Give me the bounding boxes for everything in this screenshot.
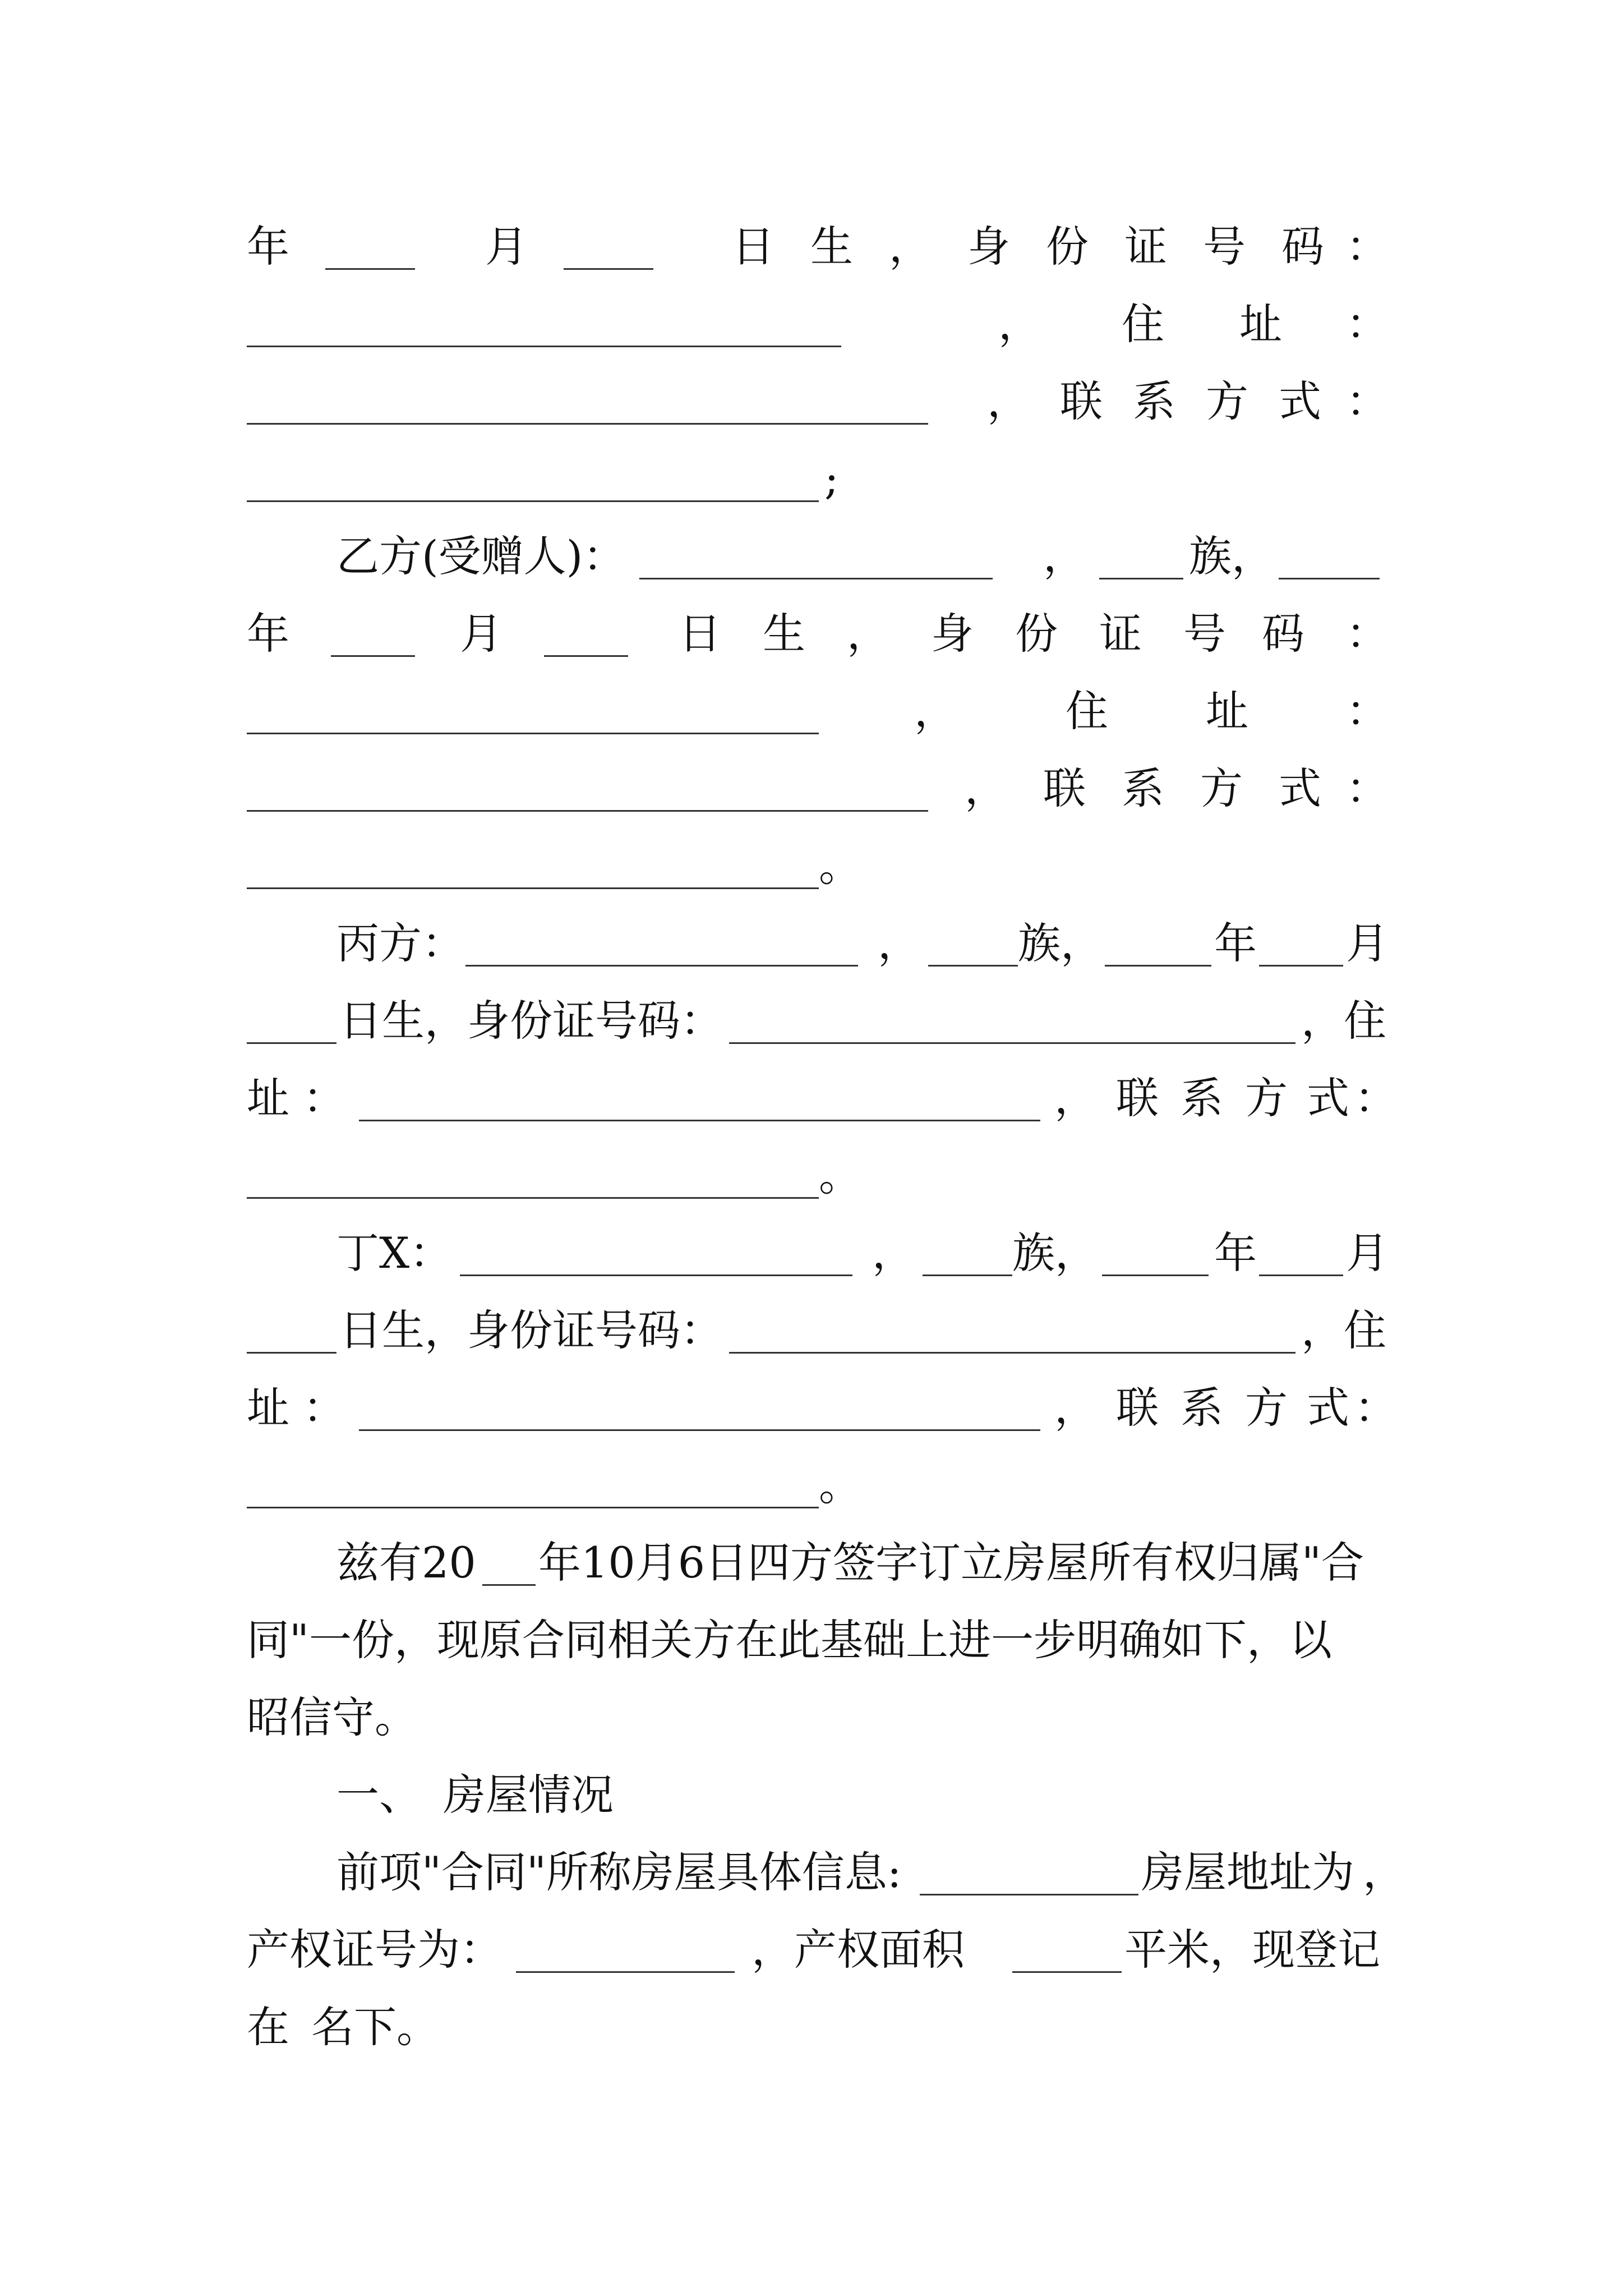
text: 方 <box>1200 763 1243 813</box>
text: 日 <box>679 609 721 659</box>
text: 系 <box>1133 376 1175 426</box>
donee-address-line <box>247 678 1389 745</box>
text: 联 <box>1043 763 1086 813</box>
text: 年 <box>247 222 289 272</box>
text: 住 <box>1066 686 1108 736</box>
text: 年10月6日四方签字订立房屋所有权归属"合 <box>538 1538 1364 1588</box>
blank-address[interactable] <box>359 1429 1040 1431</box>
text: 方 <box>1245 1073 1288 1123</box>
text: ，住 <box>1301 1305 1386 1355</box>
blank-contact[interactable] <box>247 1197 819 1199</box>
paragraph-line <box>247 1529 1380 1596</box>
text: 系 <box>1181 1073 1223 1123</box>
text: 方 <box>1206 376 1248 426</box>
blank-month[interactable] <box>564 268 653 270</box>
text: 址 <box>247 1383 289 1433</box>
blank-address[interactable] <box>247 423 928 425</box>
text: 身 <box>931 609 974 659</box>
text: ， <box>847 609 889 659</box>
text: 身 <box>967 222 1010 272</box>
text: 生 <box>810 222 853 272</box>
text: 昭信守。 <box>247 1692 417 1742</box>
text: 日 <box>732 222 774 272</box>
text: ： <box>303 1073 345 1123</box>
text: 号 <box>1183 609 1226 659</box>
blank-year[interactable] <box>1105 965 1211 967</box>
text: ， <box>1043 531 1086 581</box>
text: 。 <box>819 1460 861 1510</box>
blank-birth-year[interactable] <box>1279 578 1380 579</box>
text: 证 <box>1099 609 1142 659</box>
text: ; <box>824 454 839 504</box>
text: 联 <box>1116 1383 1159 1433</box>
text: 式 <box>1307 1073 1349 1123</box>
blank-year[interactable] <box>331 655 415 657</box>
text: 码 <box>1262 609 1304 659</box>
text: 址 <box>1239 299 1282 349</box>
text: 联 <box>1116 1073 1159 1123</box>
text: ， <box>889 222 932 272</box>
text: ： <box>1346 222 1389 272</box>
text: 名下。 <box>311 2002 439 2052</box>
text: 族， <box>1189 531 1274 581</box>
text: ： <box>1346 686 1389 736</box>
blank-id-number[interactable] <box>247 346 841 347</box>
text: ： <box>1354 1073 1397 1123</box>
donee-name-line <box>247 523 1380 590</box>
donor-address-line <box>247 291 1389 358</box>
blank-month[interactable] <box>1259 965 1343 967</box>
text: ， <box>914 686 957 736</box>
text: 联 <box>1060 376 1103 426</box>
blank-year[interactable] <box>325 268 415 270</box>
text: 一、 <box>336 1770 422 1820</box>
text: ， <box>872 1228 915 1278</box>
text: 址 <box>1206 686 1248 736</box>
blank-address[interactable] <box>247 810 928 812</box>
party-c-name-line <box>247 910 1389 977</box>
blank-day[interactable] <box>247 1352 336 1354</box>
party-c-address-line <box>247 1065 1397 1132</box>
blank-id-number[interactable] <box>247 733 819 734</box>
blank-month[interactable] <box>544 655 628 657</box>
text: 年 <box>1214 1228 1257 1278</box>
text: ， <box>965 763 1007 813</box>
blank-ethnicity[interactable] <box>923 1274 1012 1276</box>
text: 同"一份，现原合同相关方在此基础上进一步明确如下，以 <box>247 1615 1332 1665</box>
text: ： <box>1346 299 1389 349</box>
text: 兹有20 <box>336 1538 476 1588</box>
paragraph-line <box>247 1684 1380 1751</box>
text: 月 <box>460 609 502 659</box>
party-d-address-line <box>247 1374 1397 1442</box>
text: 。 <box>819 1151 861 1200</box>
party-c-contact-blank-line <box>247 1142 1380 1209</box>
text: 式 <box>1279 376 1321 426</box>
text: 月 <box>1346 1228 1389 1278</box>
text: ： <box>1346 376 1389 426</box>
text: 日生，身份证号码： <box>339 996 723 1046</box>
donor-contact-blank-line <box>247 445 1380 513</box>
text: 房屋地址为 <box>1141 1847 1354 1897</box>
blank-year-suffix[interactable] <box>482 1584 536 1586</box>
house-info-line <box>247 1839 1405 1906</box>
text: 号 <box>1203 222 1246 272</box>
blank-id-number[interactable] <box>729 1042 1295 1044</box>
blank-name[interactable] <box>460 1274 852 1276</box>
section-heading <box>247 1761 1380 1829</box>
text: 。 <box>819 841 861 891</box>
blank-contact[interactable] <box>247 1507 819 1508</box>
text: ， <box>878 918 920 968</box>
text: 证 <box>1124 222 1167 272</box>
text: ，住 <box>1301 996 1386 1046</box>
text: 族， <box>1012 1228 1098 1278</box>
text: 日生，身份证号码： <box>339 1305 723 1355</box>
text: ，产权面积 <box>751 1925 965 1975</box>
text: 前项"合同"所称房屋具体信息: <box>336 1847 902 1897</box>
text: 年 <box>247 609 289 659</box>
property-cert-line <box>247 1916 1380 1984</box>
text: 码 <box>1281 222 1324 272</box>
text: ： <box>1354 1383 1397 1433</box>
text: 份 <box>1015 609 1058 659</box>
blank-name[interactable] <box>465 965 858 967</box>
blank-name[interactable] <box>639 578 993 579</box>
donor-contact-line <box>247 368 1389 435</box>
party-d-name-line <box>247 1220 1389 1287</box>
text: ： <box>1346 609 1389 659</box>
text: 乙方(受赠人)： <box>336 531 626 581</box>
text: ， <box>1054 1073 1097 1123</box>
text: 族， <box>1018 918 1103 968</box>
blank-area[interactable] <box>1012 1971 1122 1973</box>
text: 平米，现登记 <box>1124 1925 1380 1975</box>
text: 丙方： <box>336 918 464 968</box>
text: 方 <box>1245 1383 1288 1433</box>
text: 产权证号为： <box>247 1925 502 1975</box>
text: 系 <box>1181 1383 1223 1433</box>
text: 在 <box>247 2002 289 2052</box>
text: 生 <box>763 609 805 659</box>
paragraph-line <box>247 1607 1380 1674</box>
donor-birth-id-line <box>247 213 1389 280</box>
text: 房屋情况 <box>443 1770 614 1820</box>
text: ： <box>303 1383 345 1433</box>
blank-contact[interactable] <box>247 887 819 889</box>
blank-day[interactable] <box>247 1042 336 1044</box>
text: 年 <box>1214 918 1257 968</box>
donee-contact-blank-line <box>247 832 1380 900</box>
donee-contact-line <box>247 755 1389 822</box>
text: 住 <box>1122 299 1164 349</box>
blank-address[interactable] <box>359 1120 1040 1121</box>
text: ： <box>1346 763 1389 813</box>
text: ， <box>1363 1847 1405 1897</box>
blank-cert-number[interactable] <box>516 1971 735 1973</box>
text: 月 <box>485 222 528 272</box>
blank-ethnicity[interactable] <box>928 965 1018 967</box>
blank-house-info[interactable] <box>920 1894 1138 1895</box>
blank-id-number[interactable] <box>729 1352 1295 1354</box>
party-d-contact-blank-line <box>247 1452 1380 1519</box>
blank-month[interactable] <box>1259 1274 1343 1276</box>
party-c-id-line <box>247 987 1386 1055</box>
text: 址 <box>247 1073 289 1123</box>
registered-owner-line <box>247 1994 1380 2061</box>
text: 份 <box>1046 222 1089 272</box>
text: 式 <box>1279 763 1321 813</box>
blank-year[interactable] <box>1102 1274 1209 1276</box>
text: ， <box>987 376 1030 426</box>
text: 丁X： <box>336 1228 453 1278</box>
party-d-id-line <box>247 1297 1386 1364</box>
text: 月 <box>1346 918 1389 968</box>
text: ， <box>998 299 1041 349</box>
text: 式 <box>1307 1383 1349 1433</box>
text: ， <box>1054 1383 1097 1433</box>
blank-ethnicity[interactable] <box>1099 578 1183 579</box>
text: 系 <box>1122 763 1164 813</box>
blank-contact[interactable] <box>247 500 819 502</box>
donee-birth-id-line <box>247 600 1389 668</box>
